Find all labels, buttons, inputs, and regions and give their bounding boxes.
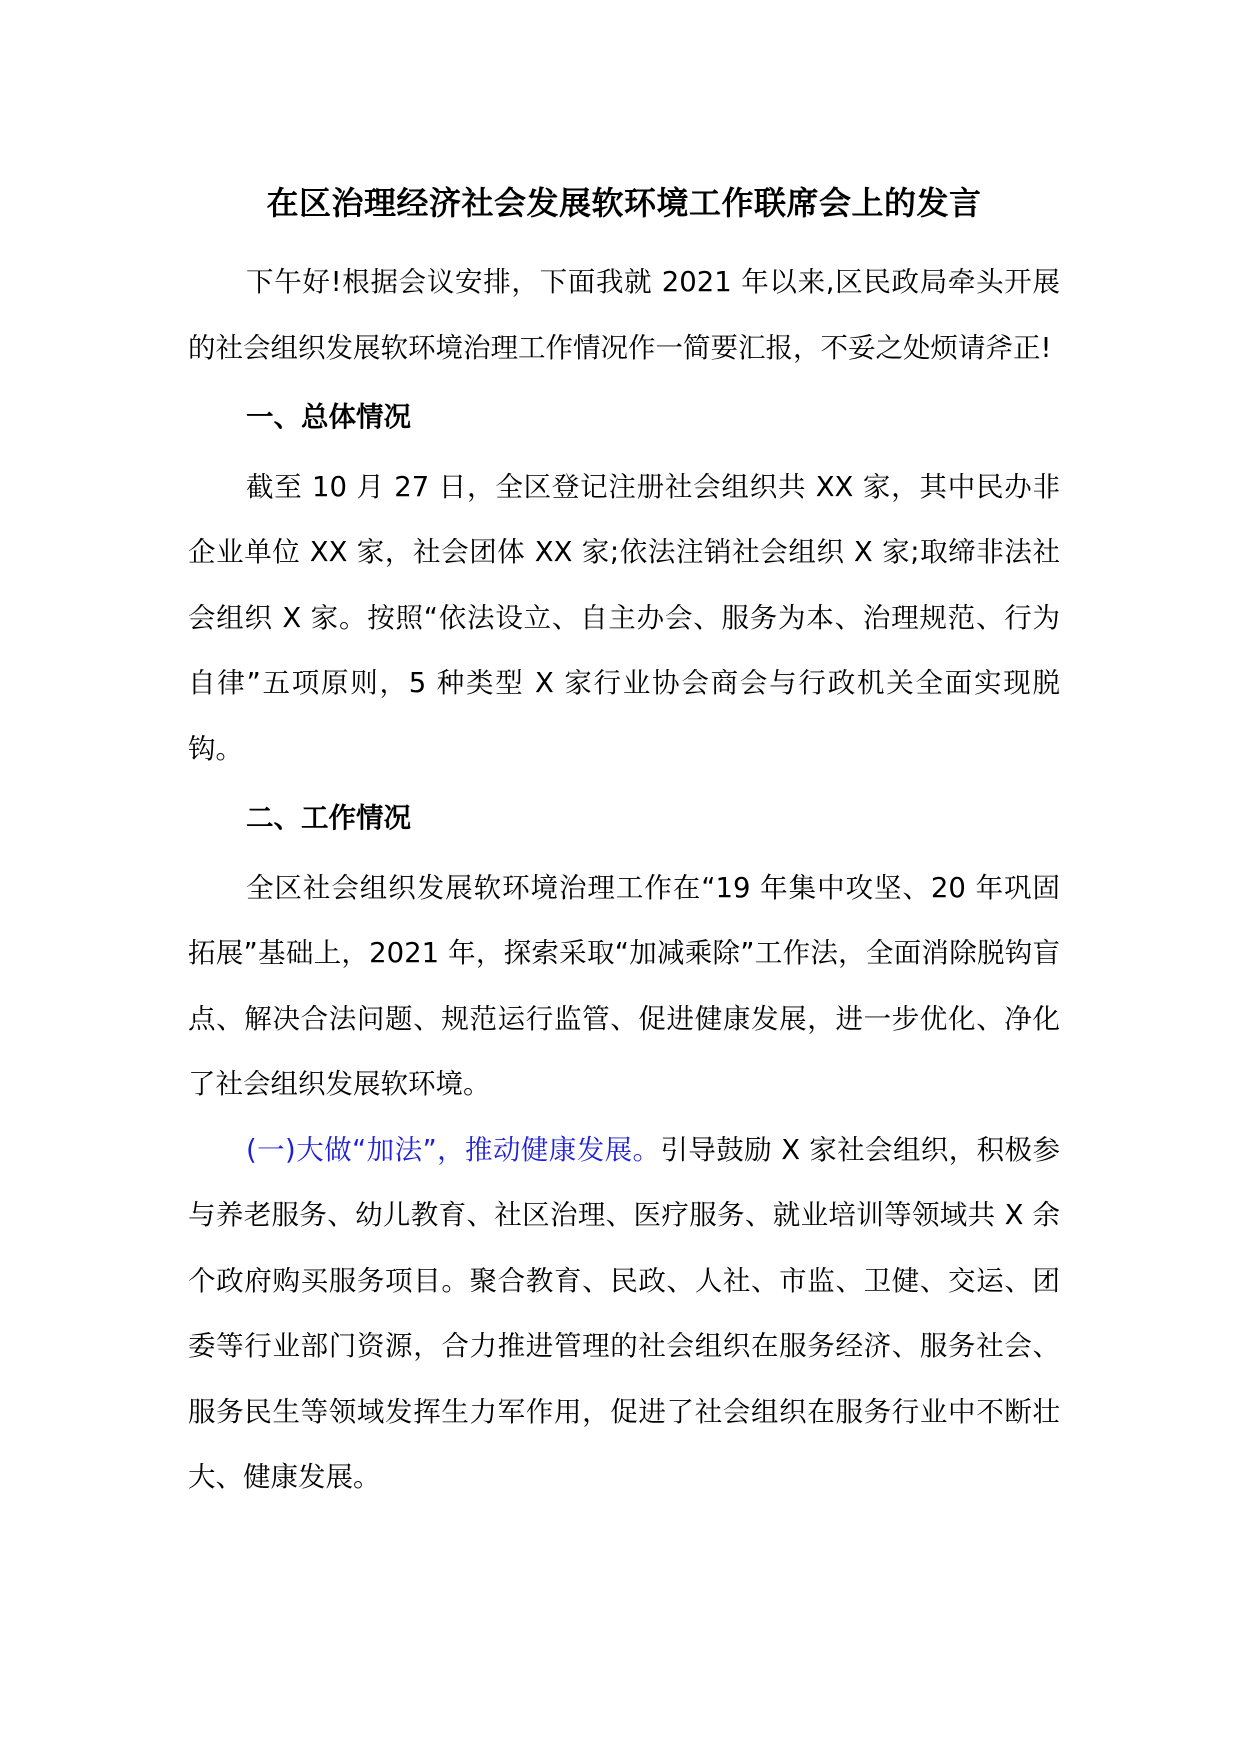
document-title: 在区治理经济社会发展软环境工作联席会上的发言 — [266, 184, 982, 222]
overview-paragraph: 截至 10 月 27 日，全区登记注册社会组织共 XX 家，其中民办非企业单位 XX 家，社会团体 XX 家;依法注销社会组织 X 家;取缔非法社会组织 X 家。按照“依法设立、自主办会、服务为本、治理规范、行为自律”五项原则，5 种类型 X 家行业协会商会与行政机关全面实现脱钩。 — [188, 470, 1060, 765]
work-item-1-lead: (一)大做“加法”，推动健康发展。 — [246, 1133, 661, 1166]
work-paragraph: 全区社会组织发展软环境治理工作在“19 年集中攻坚、20 年巩固拓展”基础上，2021 年，探索采取“加减乘除”工作法，全面消除脱钩盲点、解决合法问题、规范运行监管、促进健康发展，进一步优化、净化了社会组织发展软环境。 — [188, 871, 1060, 1100]
intro-paragraph: 下午好!根据会议安排，下面我就 2021 年以来,区民政局牵头开展的社会组织发展软环境治理工作情况作一简要汇报，不妥之处烦请斧正! — [188, 266, 1060, 364]
section-heading-overview: 一、总体情况 — [246, 401, 411, 433]
document-page — [188, 170, 1060, 1511]
section-heading-work: 二、工作情况 — [246, 802, 411, 834]
work-item-1-paragraph — [188, 1118, 1060, 1511]
work-item-1-body: 引导鼓励 X 家社会组织，积极参与养老服务、幼儿教育、社区治理、医疗服务、就业培训等领域共 X 余个政府购买服务项目。聚合教育、民政、人社、市监、卫健、交运、团委等行业部门资源，合力推进管理的社会组织在服务经济、服务社会、服务民生等领域发挥生力军作用，促进了社会组织在服务行业中不断壮大、健康发展。 — [188, 1133, 1061, 1493]
